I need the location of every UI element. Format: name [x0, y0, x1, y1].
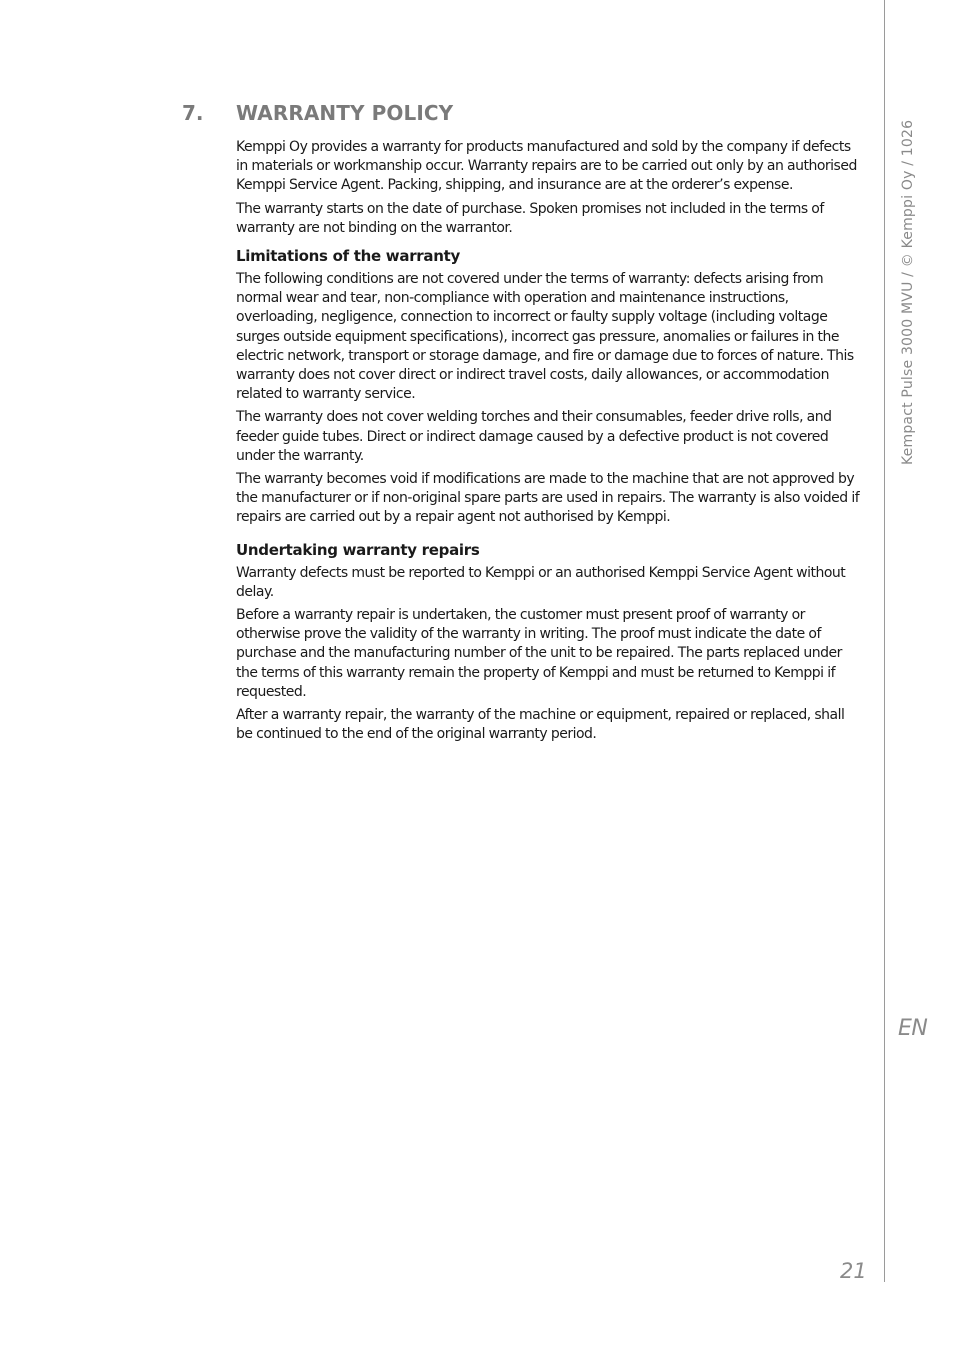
limitations-paragraph: The following conditions are not covered under the terms of warranty: defects arising from normal wear and tear, non-compliance with operation and maintenance instructions, overloading, negligence, connection to incorrect or faulty supply voltage (including voltage surges outside equipment specifications), incorrect gas pressure, anomalies or failures in the electric network, transport or storage damage, and fire or damage due to forces of nature. This warranty does not cover direct or indirect travel costs, daily allowances, or accommodation related to warranty service.: [236, 271, 854, 403]
section-title: WARRANTY POLICY: [236, 101, 454, 125]
undertaking-heading: Undertaking warranty repairs: [236, 540, 480, 559]
intro-paragraph: Kemppi Oy provides a warranty for products manufactured and sold by the company if defects in materials or workmanship occur. Warranty repairs are to be carried out only by an authorised Kemppi Service Agent. Packing, shipping, and insurance are at the orderer’s expense.: [236, 139, 857, 194]
section-number: 7.: [182, 101, 204, 125]
side-caption-text: Kempact Pulse 3000 MVU / © Kemppi Oy / 1026: [900, 119, 916, 465]
side-divider-line: [884, 0, 885, 1282]
limitations-paragraph: The warranty does not cover welding torches and their consumables, feeder drive rolls, and feeder guide tubes. Direct or indirect damage caused by a defective product is not covered under the warranty.: [236, 409, 832, 464]
limitations-paragraph: The warranty becomes void if modifications are made to the machine that are not approved by the manufacturer or if non-original spare parts are used in repairs. The warranty is also voided if repairs are carried out by a repair agent not authorised by Kemppi.: [236, 471, 860, 526]
document-body: [236, 138, 864, 748]
undertaking-paragraph: After a warranty repair, the warranty of the machine or equipment, repaired or replaced, shall be continued to the end of the original warranty period.: [236, 707, 845, 743]
undertaking-paragraph: Before a warranty repair is undertaken, the customer must present proof of warranty or otherwise prove the validity of the warranty in writing. The proof must indicate the date of purchase and the manufacturing number of the unit to be repaired. The parts replaced under the terms of this warranty remain the property of Kemppi and must be returned to Kemppi if requested.: [236, 607, 842, 700]
limitations-heading: Limitations of the warranty: [236, 247, 460, 266]
page-number: 21: [840, 1259, 867, 1283]
language-tag: EN: [898, 1016, 928, 1041]
intro-paragraph: The warranty starts on the date of purchase. Spoken promises not included in the terms of warranty are not binding on the warrantor.: [236, 200, 824, 236]
undertaking-paragraph: Warranty defects must be reported to Kemppi or an authorised Kemppi Service Agent without delay.: [236, 564, 846, 600]
